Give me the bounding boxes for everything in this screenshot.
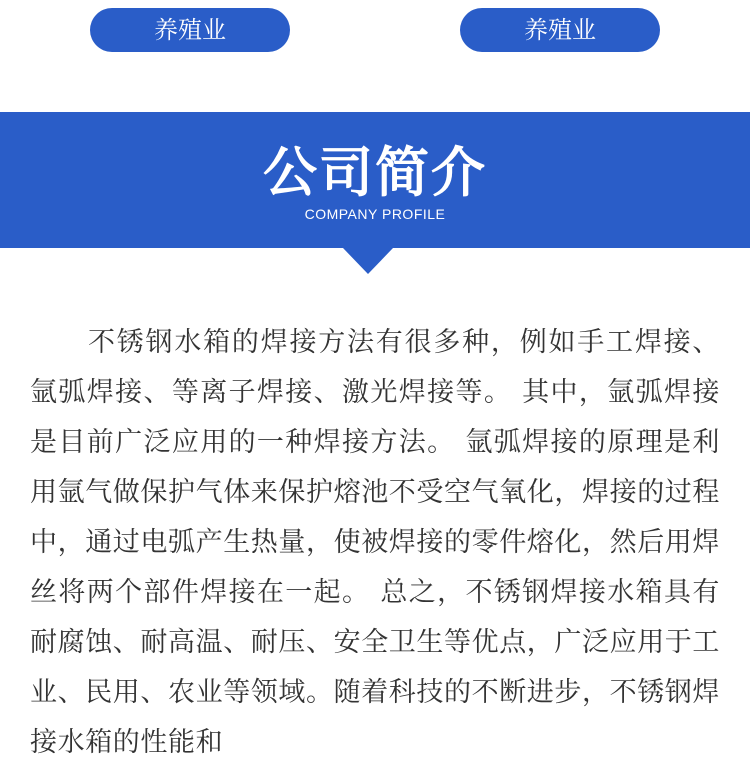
section-title: 公司简介	[263, 141, 487, 204]
category-button-aquaculture-right[interactable]: 养殖业	[460, 8, 660, 52]
category-button-aquaculture-left[interactable]: 养殖业	[90, 8, 290, 52]
company-profile-text: 不锈钢水箱的焊接方法有很多种，例如手工焊接、氩弧焊接、等离子焊接、激光焊接等。 其中，氩弧焊接是目前广泛应用的一种焊接方法。 氩弧焊接的原理是利用氩气做保护气体来保护熔池不受空气氧化，焊接的过程中，通过电弧产生热量，使被焊接的零件熔化，然后用焊丝将两个部件焊接在一起。 总之，不锈钢焊接水箱具有耐腐蚀、耐高温、耐压、安全卫生等优点，广泛应用于工业、民用、农业等领域。随着科技的不断进步，不锈钢焊接水箱的性能和	[30, 327, 720, 758]
section-subtitle: COMPANY PROFILE	[304, 206, 446, 222]
section-header-banner	[0, 112, 750, 248]
banner-pointer-arrow	[343, 248, 393, 274]
category-button-bar	[0, 0, 750, 112]
